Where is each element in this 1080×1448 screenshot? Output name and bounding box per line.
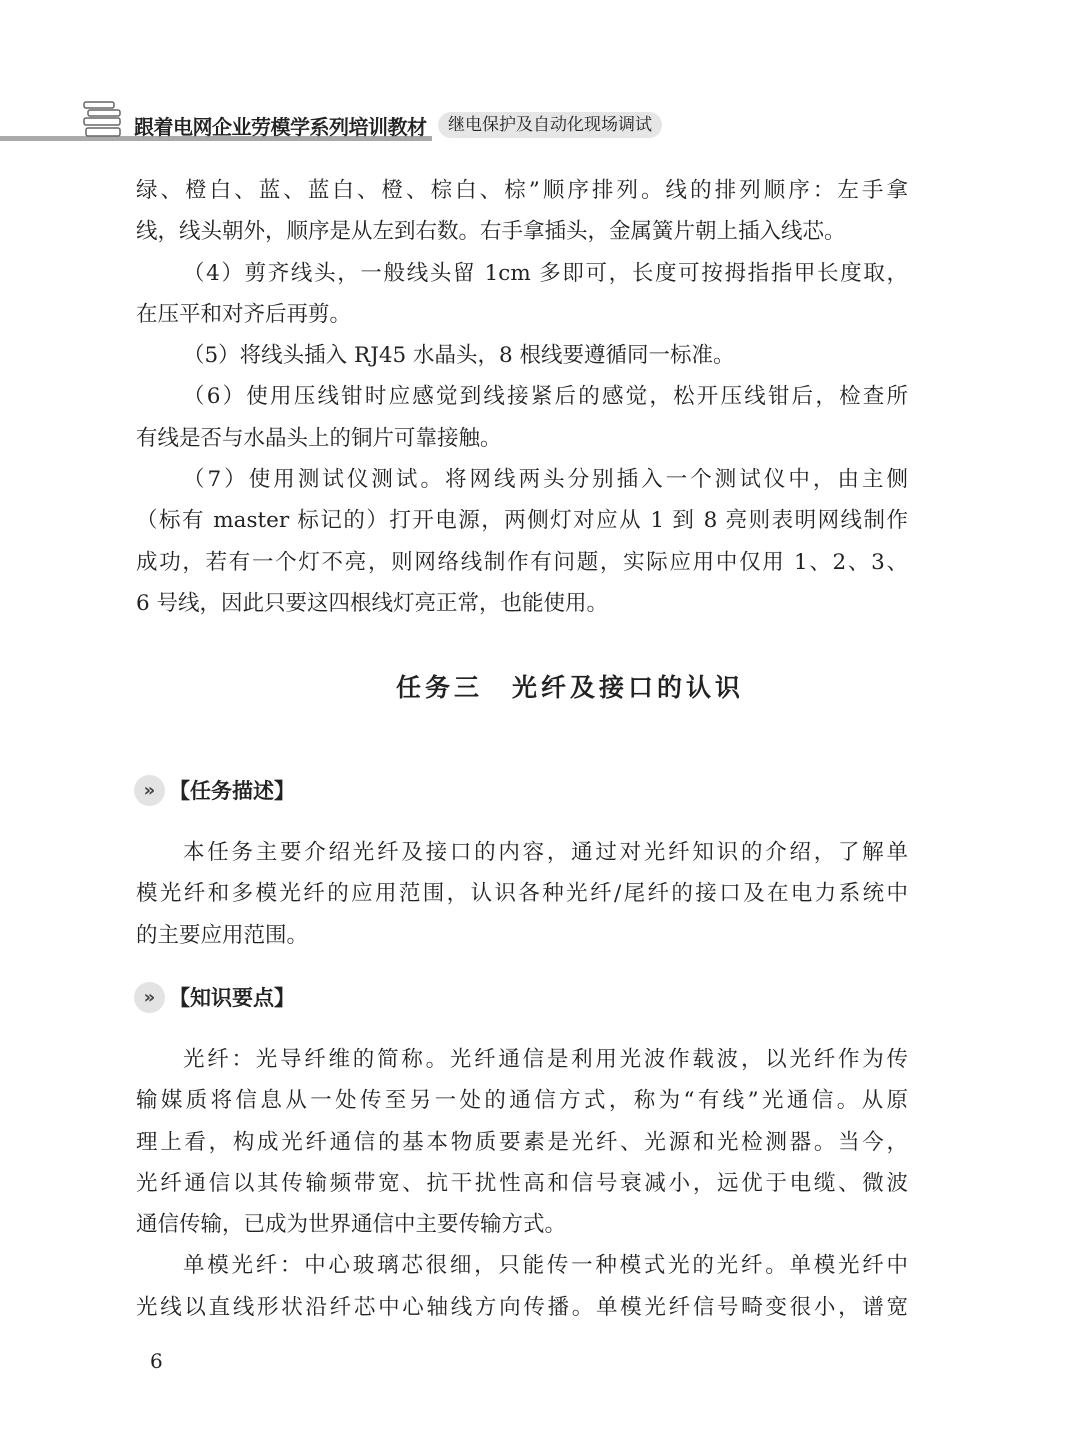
text-line: 模光纤和多模光纤的应用范围，认识各种光纤/尾纤的接口及在电力系统中 xyxy=(136,881,908,907)
text-line: 理上看，构成光纤通信的基本物质要素是光纤、光源和光检测器。当今， xyxy=(136,1129,908,1155)
body-text-continued xyxy=(136,170,908,624)
text-line: 光线以直线形状沿纤芯中心轴线方向传播。单模光纤信号畸变很小，谱宽 xyxy=(136,1294,908,1320)
text-line: （5）将线头插入 RJ45 水晶头，8 根线要遵循同一标准。 xyxy=(183,343,735,369)
text-line: 单模光纤：中心玻璃芯很细，只能传一种模式光的光纤。单模光纤中 xyxy=(183,1253,908,1279)
book-title-badge: 继电保护及自动化现场调试 xyxy=(438,112,662,138)
text-line: 光纤通信以其传输频带宽、抗干扰性高和信号衰减小，远优于电缆、微波 xyxy=(136,1170,908,1196)
section-label: 【知识要点】 xyxy=(169,986,295,1010)
section-heading-key-points xyxy=(134,981,295,1013)
series-title: 跟着电网企业劳模学系列培训教材 xyxy=(134,115,427,139)
text-line: 输媒质将信息从一处传至另一处的通信方式，称为“有线”光通信。从原 xyxy=(136,1088,908,1114)
text-line: 有线是否与水晶头上的铜片可靠接触。 xyxy=(136,425,502,451)
text-line: 光纤：光导纤维的简称。光纤通信是利用光波作载波，以光纤作为传 xyxy=(183,1047,908,1072)
text-line: 在压平和对齐后再剪。 xyxy=(136,301,352,327)
text-line: 的主要应用范围。 xyxy=(136,922,309,948)
double-chevron-icon: » xyxy=(134,982,165,1013)
text-line: 通信传输，已成为世界通信中主要传输方式。 xyxy=(136,1212,567,1238)
text-line: （标有 master 标记的）打开电源，两侧灯对应从 1 到 8 亮则表明网线制作 xyxy=(136,508,908,534)
text-line: （7）使用测试仪测试。将网线两头分别插入一个测试仪中，由主侧 xyxy=(183,467,908,493)
section-label: 【任务描述】 xyxy=(169,779,295,803)
text-line: 本任务主要介绍光纤及接口的内容，通过对光纤知识的介绍，了解单 xyxy=(183,840,908,865)
task-heading: 任务三 光纤及接口的认识 xyxy=(395,673,744,702)
section-heading-task-description xyxy=(134,774,295,806)
text-line: （6）使用压线钳时应感觉到线接紧后的感觉，松开压线钳后，检查所 xyxy=(183,384,908,410)
text-line: 6 号线，因此只要这四根线灯亮正常，也能使用。 xyxy=(136,590,609,616)
double-chevron-icon: » xyxy=(134,775,165,806)
text-line: （4）剪齐线头，一般线头留 1cm 多即可，长度可按拇指指甲长度取， xyxy=(183,260,908,286)
task-description-text xyxy=(136,832,908,956)
text-line: 绿、橙白、蓝、蓝白、橙、棕白、棕”顺序排列。线的排列顺序：左手拿 xyxy=(136,178,908,203)
books-logo-icon xyxy=(82,100,126,140)
text-line: 线，线头朝外，顺序是从左到右数。右手拿插头，金属簧片朝上插入线芯。 xyxy=(136,219,846,245)
text-line: 成功，若有一个灯不亮，则网络线制作有问题，实际应用中仅用 1、2、3、 xyxy=(136,549,908,575)
page-number: 6 xyxy=(150,1349,163,1373)
key-points-text xyxy=(136,1039,908,1328)
